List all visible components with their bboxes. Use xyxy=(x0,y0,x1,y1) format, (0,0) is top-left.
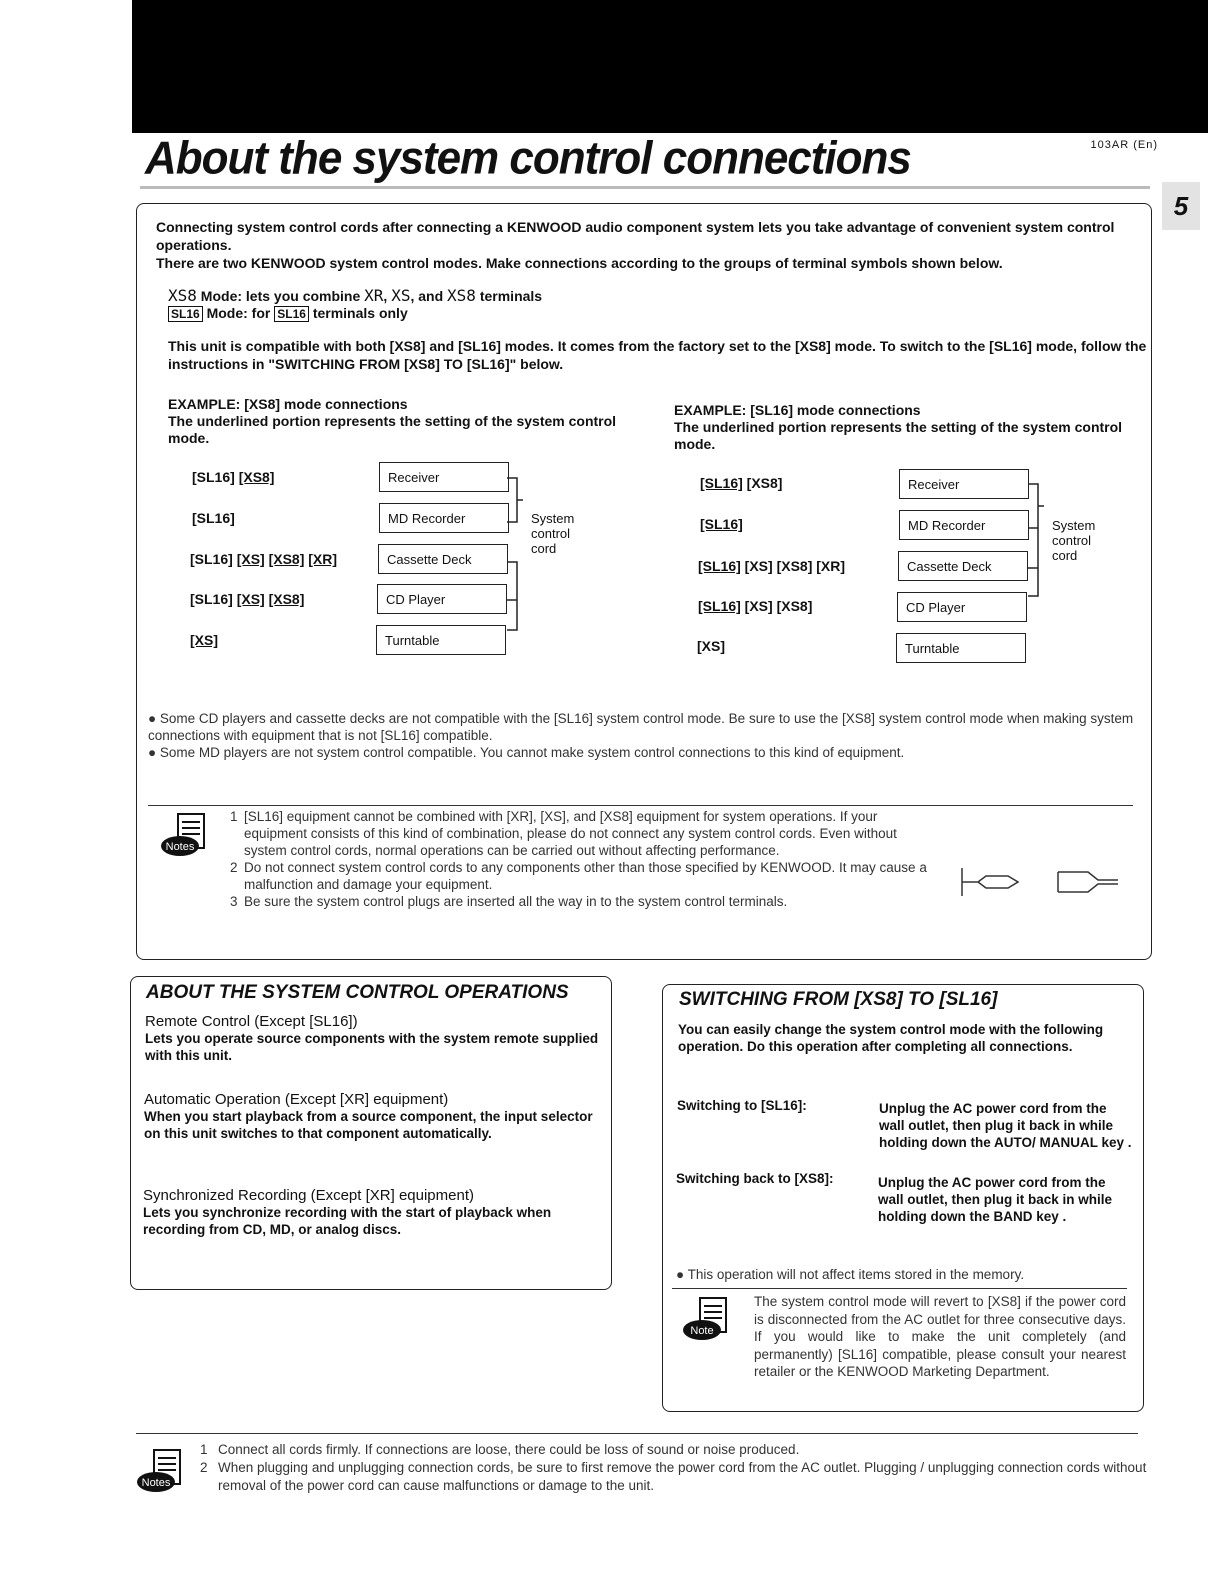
about-operations-list xyxy=(144,1091,599,1142)
switching-row-label: Switching back to [XS8]: xyxy=(676,1171,834,1186)
bottom-notes-divider xyxy=(136,1433,1138,1434)
switching-row-text: Unplug the AC power cord from the wall outlet, then plug it back in while holding down the BAND key . xyxy=(878,1175,1113,1224)
xs8-component-box: MD Recorder xyxy=(379,503,509,533)
switching-bullet xyxy=(676,1267,1136,1282)
title-underline xyxy=(140,186,1150,189)
note-text: [SL16] equipment cannot be combined with [XR], [XS], and [XS8] equipment for system operations. If your equipment consists of this kind of combination, please do not connect any system control cords. Even without system control cords, normal operations can be carried out without affecting performance. xyxy=(244,809,897,858)
example-sl16-heading: EXAMPLE: [SL16] mode connections xyxy=(674,402,921,418)
modes-list xyxy=(168,287,542,323)
bottom-note-item xyxy=(200,1459,1150,1495)
bullet-text: This operation will not affect items stored in the memory. xyxy=(687,1267,1025,1282)
bullet-item xyxy=(148,744,1148,761)
switching-row-text: Unplug the AC power cord from the wall outlet, then plug it back in while holding down the AUTO/ MANUAL key . xyxy=(879,1101,1132,1150)
about-operations-list xyxy=(143,1187,598,1238)
xs8-cord-lines xyxy=(505,470,525,640)
xs8-symbol: XS8 xyxy=(168,286,197,305)
note-text: When plugging and unplugging connection cords, be sure to first remove the power cord from the AC outlet. Plugging / unplugging connection cords without removal of the power cord can cause malfunctions or damage to the unit. xyxy=(218,1460,1147,1493)
page-number: 5 xyxy=(1162,182,1200,230)
sl16-row-label: [SL16] [XS8] xyxy=(700,475,783,491)
svg-text:Notes: Notes xyxy=(141,1477,171,1489)
xs8-row-label: [XS] xyxy=(190,632,218,648)
xs8-component-box: Cassette Deck xyxy=(378,544,508,574)
note-number: 1 xyxy=(200,1442,208,1457)
svg-text:Notes: Notes xyxy=(165,841,195,853)
intro-text xyxy=(156,218,1146,272)
xs8-component-box: Turntable xyxy=(376,625,506,655)
note-item xyxy=(230,893,930,910)
operation-heading: Automatic Operation (Except [XR] equipment) xyxy=(144,1091,449,1108)
sl16-mode-text: Mode: for xyxy=(206,305,271,321)
mode-sl16 xyxy=(168,305,542,323)
sl16-cord-lines xyxy=(1026,476,1046,606)
example-xs8-heading: EXAMPLE: [XS8] mode connections xyxy=(168,396,408,412)
example-xs8-desc: The underlined portion represents the setting of the system control mode. xyxy=(168,413,617,446)
example-xs8-header xyxy=(168,396,638,447)
bottom-notes-icon xyxy=(136,1448,184,1494)
bottom-notes-list xyxy=(200,1441,1150,1495)
notes-icon xyxy=(160,812,208,858)
bullet-dot-icon: ● xyxy=(148,711,160,726)
bottom-note-item xyxy=(200,1441,1150,1459)
sl16-row-label: [SL16] [XS] [XS8] [XR] xyxy=(698,558,846,574)
plug-illustration xyxy=(958,862,1128,902)
note-text: Do not connect system control cords to any components other than those specified by KENWOOD. It may cause a malfunction and damage your equipment. xyxy=(244,860,927,892)
operation-heading: Synchronized Recording (Except [XR] equipment) xyxy=(143,1187,474,1204)
operation-text: Lets you synchronize recording with the start of playback when recording from CD, MD, or analog discs. xyxy=(143,1205,552,1237)
switching-intro: You can easily change the system control mode with the following operation. Do this operation after completing all connections. xyxy=(678,1022,1104,1054)
sl16-component-box: Cassette Deck xyxy=(898,551,1028,581)
xs8-mode-text: Mode: lets you combine xyxy=(200,288,361,304)
operation-text: When you start playback from a source component, the input selector on this unit switches to that component automatically. xyxy=(144,1109,593,1141)
sl16-row-label: [SL16] xyxy=(700,516,743,532)
bullet-item xyxy=(148,710,1148,744)
header-black-band xyxy=(132,0,1208,133)
bullet-text: Some CD players and cassette decks are not compatible with the [SL16] system control mode. Be sure to use the [XS8] system control mode when making system connections with equipment that is not [SL16] compatible. xyxy=(148,711,1134,743)
note-number: 3 xyxy=(230,894,238,909)
xs8-row-label: [SL16] [XS8] xyxy=(192,469,275,485)
xs8-sep-1: , xyxy=(383,288,388,304)
intro-line-1: Connecting system control cords after connecting a KENWOOD audio component system lets you take advantage of convenient system control operations. xyxy=(156,219,1115,253)
sl16-mode-tail: terminals only xyxy=(312,305,408,321)
xs8-row-label: [SL16] [XS] [XS8] [XR] xyxy=(190,551,338,567)
notes-divider xyxy=(148,805,1133,806)
operation-heading: Remote Control (Except [SL16]) xyxy=(145,1013,358,1030)
xs8-sep-2: , and xyxy=(410,288,444,304)
xs8-component-box: CD Player xyxy=(377,584,507,614)
intro-line-2: There are two KENWOOD system control modes. Make connections according to the groups of terminal symbols shown below. xyxy=(156,255,1003,271)
sl16-row-label: [XS] xyxy=(697,638,725,654)
compatibility-bullets xyxy=(148,710,1148,761)
bullet-dot-icon: ● xyxy=(148,745,160,760)
svg-text:Note: Note xyxy=(690,1325,714,1337)
sl16-term-symbol: SL16 xyxy=(274,306,309,322)
example-sl16-header xyxy=(674,402,1144,453)
xs8-component-box: Receiver xyxy=(379,462,509,492)
note-number: 1 xyxy=(230,809,238,824)
page-title: About the system control connections xyxy=(145,132,911,185)
bullet-dot-icon: ● xyxy=(676,1267,688,1282)
sl16-row-label: [SL16] [XS] [XS8] xyxy=(698,598,813,614)
sl16-component-box: Receiver xyxy=(899,469,1029,499)
sl16-cord-label: System control cord xyxy=(1052,518,1096,563)
page-code: 103AR (En) xyxy=(1090,139,1158,151)
xs8-mode-tail: terminals xyxy=(479,288,543,304)
xs-symbol: XS xyxy=(391,286,411,305)
note-item xyxy=(230,808,930,859)
sl16-component-box: Turntable xyxy=(896,633,1026,663)
example-sl16-desc: The underlined portion represents the setting of the system control mode. xyxy=(674,419,1123,452)
switching-row-label: Switching to [SL16]: xyxy=(677,1098,807,1113)
note-number: 2 xyxy=(200,1460,208,1475)
sl16-symbol: SL16 xyxy=(168,306,203,322)
switching-divider xyxy=(672,1288,1127,1289)
about-operations-list xyxy=(145,1013,600,1064)
xs8-row-label: [SL16] xyxy=(192,510,235,526)
xs8-cord-label: System control cord xyxy=(531,511,575,556)
about-operations-title: ABOUT THE SYSTEM CONTROL OPERATIONS xyxy=(146,982,569,1003)
xs8-term-symbol: XS8 xyxy=(447,286,476,305)
sl16-component-box: MD Recorder xyxy=(899,510,1029,540)
note-text: Be sure the system control plugs are inserted all the way in to the system control terminals. xyxy=(244,894,788,909)
notes-list xyxy=(230,808,930,910)
compatibility-text: This unit is compatible with both [XS8] and [SL16] modes. It comes from the factory set to the [XS8] mode. To switch to the [SL16] mode, follow the instructions in "SWITCHING FROM [XS8] TO [SL16]" below. xyxy=(168,338,1147,372)
mode-xs8 xyxy=(168,287,542,305)
note-text: Connect all cords firmly. If connections are loose, there could be loss of sound or noise produced. xyxy=(218,1442,800,1457)
note-icon xyxy=(682,1296,730,1342)
note-item xyxy=(230,859,930,893)
switching-note-text: The system control mode will revert to [XS8] if the power cord is disconnected from the AC outlet for three consecutive days. If you would like to make the unit completely (and permanently) [SL16] compatible, please consult your nearest retailer or the KENWOOD Marketing Department. xyxy=(754,1294,1126,1379)
bullet-text: Some MD players are not system control compatible. You cannot make system control connections to this kind of equipment. xyxy=(159,745,905,760)
note-number: 2 xyxy=(230,860,238,875)
sl16-component-box: CD Player xyxy=(897,592,1027,622)
switching-title: SWITCHING FROM [XS8] TO [SL16] xyxy=(679,989,998,1010)
xr-symbol: XR xyxy=(364,286,384,305)
operation-text: Lets you operate source components with the system remote supplied with this unit. xyxy=(145,1031,599,1063)
xs8-row-label: [SL16] [XS] [XS8] xyxy=(190,591,305,607)
